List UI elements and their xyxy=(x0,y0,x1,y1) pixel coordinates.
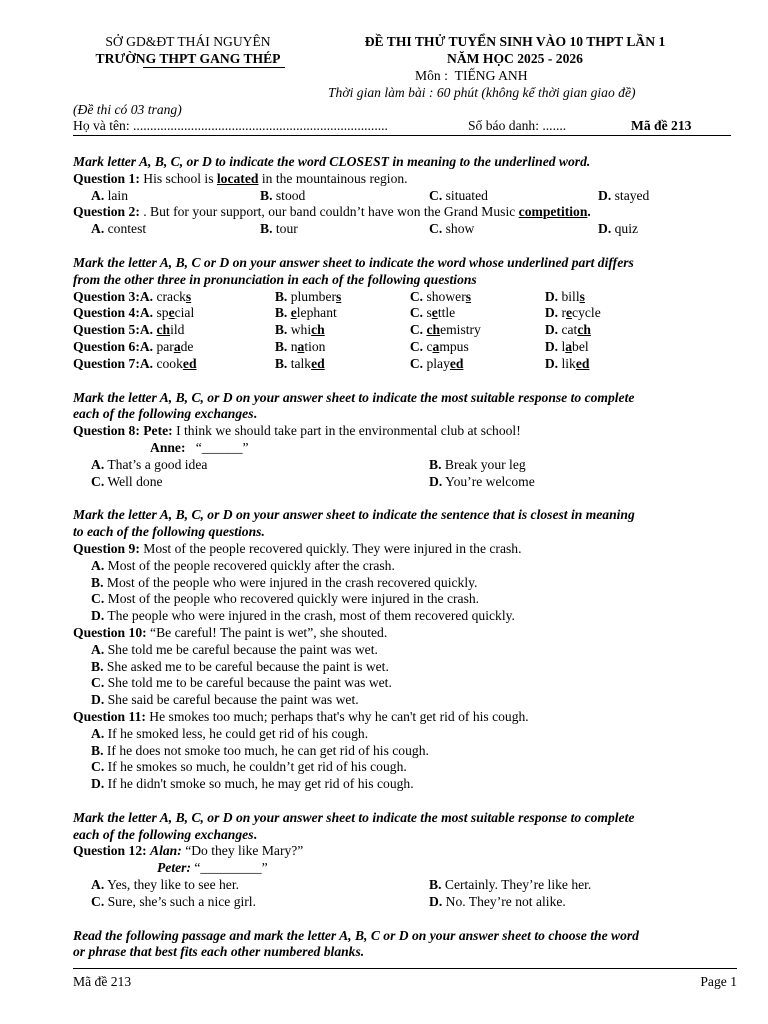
q3-option-b[interactable]: B. plumbers xyxy=(274,288,342,304)
q12-option-a[interactable]: A. Yes, they like to see her. xyxy=(91,877,240,893)
q8-option-b[interactable]: B. Break your leg xyxy=(429,456,526,472)
q7-option-c[interactable]: C. played xyxy=(409,355,464,371)
q12-option-c[interactable]: C. Sure, she’s such a nice girl. xyxy=(91,893,256,909)
q10-option-b[interactable]: B. She asked me to be careful because the paint is wet. xyxy=(91,658,389,674)
question-9: Question 9: Most of the people recovered quickly. They were injured in the crash. xyxy=(73,540,522,556)
section-exchanges-2a: Mark the letter A, B, C, or D on your answer sheet to indicate the most suitable response to complete xyxy=(73,809,635,825)
q11-option-b[interactable]: B. If he does not smoke too much, he can get rid of his cough. xyxy=(91,742,429,758)
q2-option-c[interactable]: C. show xyxy=(429,221,475,237)
q5-option-a[interactable]: A. child xyxy=(139,322,185,338)
q1-option-d[interactable]: D. stayed xyxy=(598,187,650,203)
question-12: Question 12: Alan: “Do they like Mary?” xyxy=(73,843,304,859)
q8-options-row1 xyxy=(73,457,731,474)
q8-option-d[interactable]: D. You’re welcome xyxy=(429,473,535,489)
q7-option-a[interactable]: A. cooked xyxy=(139,355,197,371)
exam-title: ĐỀ THI THỬ TUYỂN SINH VÀO 10 THPT LẦN 1 xyxy=(364,34,666,49)
question-4: Question 4: A. special B. elephant C. settle D. recycle xyxy=(73,305,731,322)
page-footer xyxy=(73,968,737,991)
q4-option-a[interactable]: A. special xyxy=(139,305,195,321)
school-name: TRƯỜNG THPT GANG THÉP xyxy=(95,51,281,66)
time-note: Thời gian làm bài : 60 phút (không kể thời gian giao đề) xyxy=(328,85,636,100)
q8-options-row2 xyxy=(73,474,731,491)
question-6: Question 6: A. parade B. nation C. campus D. label xyxy=(73,339,731,356)
q4-option-b[interactable]: B. elephant xyxy=(274,305,337,321)
q3-option-a[interactable]: A. cracks xyxy=(139,288,192,304)
section-exchanges-1b: each of the following exchanges. xyxy=(73,406,257,422)
q11-option-a[interactable]: A. If he smoked less, he could get rid of his cough. xyxy=(91,725,369,741)
sbd-field: Số báo danh: ....... xyxy=(468,118,567,133)
q10-option-a[interactable]: A. She told me be careful because the paint was wet. xyxy=(91,641,378,657)
q6-option-d[interactable]: D. label xyxy=(544,338,589,354)
footer-exam-code: Mã đề 213 xyxy=(73,974,132,989)
q3-option-c[interactable]: C. showers xyxy=(409,288,472,304)
question-5: Question 5: A. child B. which C. chemistry D. catch xyxy=(73,322,731,339)
q6-option-b[interactable]: B. nation xyxy=(274,338,326,354)
q2-options xyxy=(73,221,731,238)
q5-option-d[interactable]: D. catch xyxy=(544,322,591,338)
section-pronunciation-1: Mark the letter A, B, C or D on your answer sheet to indicate the word whose underlined part differs xyxy=(73,254,634,270)
q9-option-a[interactable]: A. Most of the people recovered quickly after the crash. xyxy=(91,557,395,573)
pages-note: (Đề thi có 03 trang) xyxy=(73,102,182,117)
q7-option-b[interactable]: B. talked xyxy=(274,355,325,371)
question-11: Question 11: He smokes too much; perhaps that's why he can't get rid of his cough. xyxy=(73,708,529,724)
q11-option-c[interactable]: C. If he smokes so much, he couldn’t get rid of his cough. xyxy=(91,759,407,775)
question-2: Question 2: . But for your support, our band couldn’t have won the Grand Music competition. xyxy=(73,204,591,220)
question-10: Question 10: “Be careful! The paint is wet”, she shouted. xyxy=(73,624,388,640)
name-field: Họ và tên: ........................................................................... xyxy=(73,118,388,133)
q10-option-d[interactable]: D. She said be careful because the paint was wet. xyxy=(91,692,359,708)
q1-option-b[interactable]: B. stood xyxy=(260,187,306,203)
dept-name: SỞ GD&ĐT THÁI NGUYÊN xyxy=(105,34,271,49)
school-underline xyxy=(143,67,285,68)
q12-option-d[interactable]: D. No. They’re not alike. xyxy=(429,893,566,909)
exam-code: Mã đề 213 xyxy=(631,118,692,133)
exam-page xyxy=(73,34,731,961)
subject-line: Môn : TIẾNG ANH xyxy=(415,68,528,83)
question-1: Question 1: His school is located in the mountainous region. xyxy=(73,170,408,186)
q12-option-b[interactable]: B. Certainly. They’re like her. xyxy=(429,877,592,893)
section-synonyms: Mark letter A, B, C, or D to indicate the word CLOSEST in meaning to the underlined word. xyxy=(73,154,591,169)
q8-option-a[interactable]: A. That’s a good idea xyxy=(91,456,208,472)
q5-option-c[interactable]: C. chemistry xyxy=(409,322,481,338)
q1-option-a[interactable]: A. lain xyxy=(91,187,129,203)
q9-option-d[interactable]: D. The people who were injured in the crash, most of them recovered quickly. xyxy=(91,608,515,624)
q2-option-a[interactable]: A. contest xyxy=(91,221,147,237)
q10-option-c[interactable]: C. She told me to be careful because the paint was wet. xyxy=(91,675,392,691)
exam-header xyxy=(73,34,731,136)
q5-option-b[interactable]: B. which xyxy=(274,322,325,338)
q4-option-d[interactable]: D. recycle xyxy=(544,305,601,321)
q11-option-d[interactable]: D. If he didn't smoke so much, he may get rid of his cough. xyxy=(91,776,414,792)
question-7: Question 7: A. cooked B. talked C. played D. liked xyxy=(73,356,731,373)
q8-option-c[interactable]: C. Well done xyxy=(91,473,163,489)
q2-option-d[interactable]: D. quiz xyxy=(598,221,639,237)
school-year: NĂM HỌC 2025 - 2026 xyxy=(447,51,583,66)
q7-option-d[interactable]: D. liked xyxy=(544,355,590,371)
q12-options-row1 xyxy=(73,877,731,894)
q3-option-d[interactable]: D. bills xyxy=(544,288,585,304)
q6-option-c[interactable]: C. campus xyxy=(409,338,469,354)
q9-option-b[interactable]: B. Most of the people who were injured in the crash recovered quickly. xyxy=(91,574,478,590)
section-closest-2: to each of the following questions. xyxy=(73,524,265,540)
section-passage-2: or phrase that best fits each other numbered blanks. xyxy=(73,944,365,960)
section-exchanges-1a: Mark the letter A, B, C, or D on your answer sheet to indicate the most suitable response to complete xyxy=(73,389,635,405)
q2-option-b[interactable]: B. tour xyxy=(260,221,298,237)
section-exchanges-2b: each of the following exchanges. xyxy=(73,826,257,842)
section-passage-1: Read the following passage and mark the letter A, B, C or D on your answer sheet to choose the word xyxy=(73,927,639,943)
question-3: Question 3: A. cracks B. plumbers C. showers D. bills xyxy=(73,289,731,306)
q8-anne: Anne: “______” xyxy=(150,439,249,455)
question-8: Question 8: Pete: I think we should take part in the environmental club at school! xyxy=(73,423,521,439)
q12-options-row2 xyxy=(73,894,731,911)
q1-option-c[interactable]: C. situated xyxy=(429,187,488,203)
candidate-row xyxy=(73,118,731,136)
q6-option-a[interactable]: A. parade xyxy=(139,338,194,354)
page-number: Page 1 xyxy=(700,974,737,989)
q9-option-c[interactable]: C. Most of the people who recovered quickly were injured in the crash. xyxy=(91,591,480,607)
q4-option-c[interactable]: C. settle xyxy=(409,305,456,321)
section-closest-1: Mark the letter A, B, C, or D on your answer sheet to indicate the sentence that is closest in meaning xyxy=(73,507,635,523)
section-pronunciation-2: from the other three in pronunciation in each of the following questions xyxy=(73,271,477,287)
q12-peter: Peter: “_________” xyxy=(157,860,268,876)
q1-options xyxy=(73,188,731,205)
